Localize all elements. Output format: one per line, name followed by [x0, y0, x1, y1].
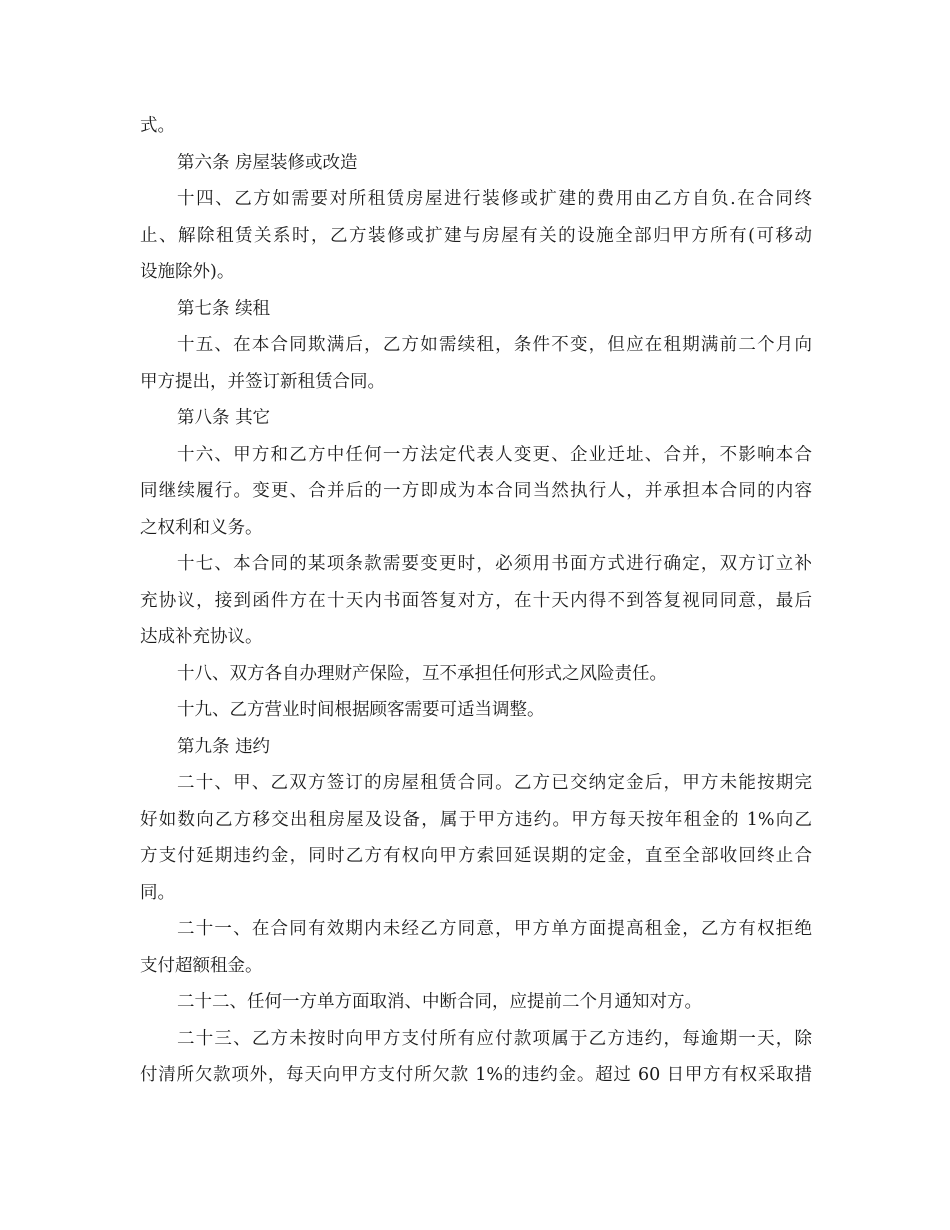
text-line: 二十三、乙方未按时向甲方支付所有应付款项属于乙方违约，每逾期一天，除 [177, 1028, 812, 1049]
text-line: 十六、甲方和乙方中任何一方法定代表人变更、企业迁址、合并，不影响本合 [177, 444, 812, 465]
text-line: 止、解除租赁关系时，乙方装修或扩建与房屋有关的设施全部归甲方所有(可移动 [140, 225, 812, 246]
text-line: 达成补充协议。 [140, 627, 263, 647]
text-line: 式。 [140, 116, 175, 136]
text-line: 十九、乙方营业时间根据顾客需要可适当调整。 [177, 700, 545, 720]
text-line: 第八条 其它 [177, 408, 271, 428]
text-line: 十八、双方各自办理财产保险，互不承担任何形式之风险责任。 [177, 663, 667, 684]
text-line: 充协议，接到函件方在十天内书面答复对方，在十天内得不到答复视同同意，最后 [140, 590, 812, 611]
text-line: 第六条 房屋装修或改造 [177, 152, 358, 173]
text-line: 付清所欠款项外，每天向甲方支付所欠款 1%的违约金。超过 60 日甲方有权采取措 [140, 1065, 812, 1085]
text-line: 第七条 续租 [177, 298, 271, 319]
text-line: 十七、本合同的某项条款需要变更时，必须用书面方式进行确定，双方订立补 [177, 554, 812, 574]
document-body [140, 108, 812, 1094]
text-line: 二十二、任何一方单方面取消、中断合同，应提前二个月通知对方。 [177, 992, 702, 1012]
text-line: 第九条 违约 [177, 736, 271, 757]
text-line: 好如数向乙方移交出租房屋及设备，属于甲方违约。甲方每天按年租金的 1%向乙 [140, 809, 812, 830]
text-line: 甲方提出，并签订新租赁合同。 [140, 371, 385, 392]
text-line: 同。 [140, 882, 175, 903]
text-line: 支付超额租金。 [140, 955, 263, 976]
text-line: 之权利和义务。 [140, 517, 263, 538]
text-line: 方支付延期违约金，同时乙方有权向甲方索回延误期的定金，直至全部收回终止合 [140, 846, 812, 866]
text-line: 十五、在本合同欺满后，乙方如需续租，条件不变，但应在租期满前二个月向 [177, 335, 812, 355]
text-line: 十四、乙方如需要对所租赁房屋进行装修或扩建的费用由乙方自负.在合同终 [177, 189, 812, 209]
text-line: 同继续履行。变更、合并后的一方即成为本合同当然执行人，并承担本合同的内容 [140, 481, 812, 501]
text-line: 设施除外)。 [140, 262, 235, 282]
text-line: 二十一、在合同有效期内未经乙方同意，甲方单方面提高租金，乙方有权拒绝 [177, 919, 812, 939]
text-line: 二十、甲、乙双方签订的房屋租赁合同。乙方已交纳定金后，甲方未能按期完 [177, 773, 812, 793]
